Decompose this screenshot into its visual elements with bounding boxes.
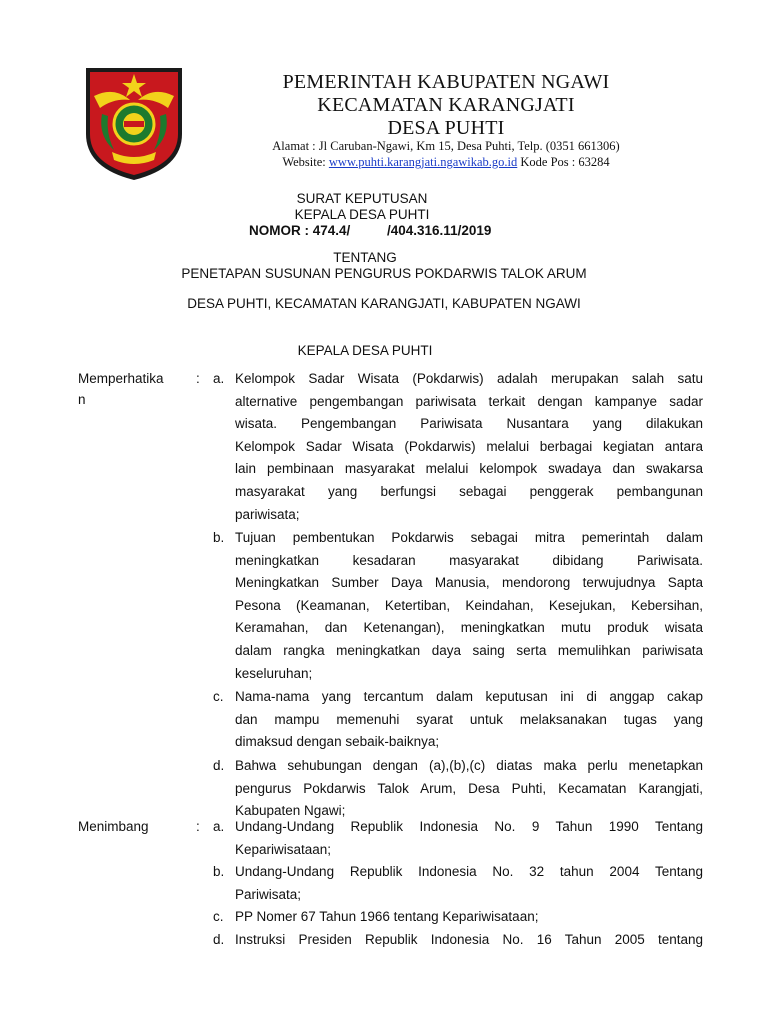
decree-issuer-title: KEPALA DESA PUHTI <box>294 207 430 222</box>
text-line: pariwisata; <box>235 506 300 522</box>
section-label-menimbang: Menimbang <box>78 819 149 834</box>
text-line: Kelompok Sadar Wisata (Pokdarwis) melalui berbagai kegiatan antara <box>235 438 703 454</box>
item-marker: a. <box>213 371 225 386</box>
item-marker: b. <box>213 530 225 545</box>
text-line: dimaksud dengan sebaik-baiknya; <box>235 734 440 750</box>
text-line: Undang-Undang Republik Indonesia No. 32 tahun 2004 Tentang <box>235 864 703 879</box>
text-line: Meningkatkan Sumber Daya Manusia, mendorong terwujudnya Sapta <box>235 575 703 591</box>
text-line: Kepariwisataan; <box>235 841 332 857</box>
memperhatikan-item-d <box>235 755 703 823</box>
section-label-memperhatikan <box>78 371 164 407</box>
text-line: alternative pengembangan pariwisata terkait dengan kampanye sadar <box>235 393 703 409</box>
memperhatikan-item-b <box>235 527 703 685</box>
menimbang-item-a <box>235 816 703 861</box>
item-marker: d. <box>213 932 225 947</box>
label-part1: Memperhatika <box>78 371 164 386</box>
text-line: keseluruhan; <box>235 665 313 681</box>
text-line: Pesona (Keamanan, Ketertiban, Keindahan, Kesejukan, Kebersihan, <box>235 597 703 613</box>
item-marker: b. <box>213 864 225 879</box>
text-line: Nama-nama yang tercantum dalam keputusan ini di anggap cakap <box>235 689 703 704</box>
label-part2: n <box>78 392 86 407</box>
text-line: masyarakat yang berfungsi sebagai penggerak pembangunan <box>235 483 703 499</box>
decree-number-value: /404.316.11/2019 <box>387 223 492 238</box>
header-government-title: PEMERINTAH KABUPATEN NGAWI <box>282 71 610 93</box>
text-line: Instruksi Presiden Republik Indonesia No. 16 Tahun 2005 tentang <box>235 932 703 947</box>
decree-subject-line1: PENETAPAN SUSUNAN PENGURUS POKDARWIS TALOK ARUM <box>181 266 587 281</box>
decree-tentang: TENTANG <box>333 250 397 265</box>
header-contact-line <box>236 154 656 170</box>
menimbang-item-b <box>235 861 703 906</box>
text-line: Undang-Undang Republik Indonesia No. 9 Tahun 1990 Tentang <box>235 819 703 834</box>
item-marker: a. <box>213 819 225 834</box>
memperhatikan-item-c <box>235 686 703 754</box>
decree-number-label: NOMOR : 474.4/ <box>249 223 351 238</box>
item-marker: d. <box>213 758 225 773</box>
text-line: Bahwa sehubungan dengan (a),(b),(c) diatas maka perlu menetapkan <box>235 758 703 773</box>
text-line: dan mampu memenuhi syarat untuk melaksanakan tugas yang <box>235 711 703 727</box>
postal-code: Kode Pos : 63284 <box>520 155 610 169</box>
ngawi-regency-emblem <box>84 64 184 182</box>
text-line: Tujuan pembentukan Pokdarwis sebagai mitra pemerintah dalam <box>235 530 703 545</box>
decree-type: SURAT KEPUTUSAN <box>296 191 428 206</box>
text-line: Kelompok Sadar Wisata (Pokdarwis) adalah merupakan salah satu <box>235 371 703 386</box>
section-colon: : <box>196 819 200 834</box>
text-line: Pariwisata; <box>235 886 302 902</box>
text-line: Keramahan, dan Ketenangan), meningkatkan mutu produk wisata <box>235 620 703 636</box>
header-village-title: DESA PUHTI <box>387 117 505 139</box>
text-line: meningkatkan kesadaran masyarakat dibidang Pariwisata. <box>235 552 703 568</box>
item-marker: c. <box>213 909 224 924</box>
decree-issuer: KEPALA DESA PUHTI <box>297 343 433 358</box>
text-line: lain pembinaan masyarakat melalui kelompok swadaya dan swakarsa <box>235 461 703 477</box>
text-line: dalam rangka meningkatkan daya saing serta memulihkan pariwisata <box>235 642 703 658</box>
text-line: PP Nomer 67 Tahun 1966 tentang Kepariwisataan; <box>235 909 539 924</box>
emblem-center-bar <box>124 121 144 127</box>
text-line: Kabupaten Ngawi; <box>235 803 346 819</box>
website-label: Website: <box>282 155 326 169</box>
item-marker: c. <box>213 689 224 704</box>
text-line: pengurus Pokdarwis Talok Arum, Desa Puhti, Kecamatan Karangjati, <box>235 780 703 796</box>
decree-subject-line2: DESA PUHTI, KECAMATAN KARANGJATI, KABUPATEN NGAWI <box>187 296 581 311</box>
text-line: wisata. Pengembangan Pariwisata Nusantara yang dilakukan <box>235 416 703 432</box>
menimbang-item-d <box>235 929 703 952</box>
header-district-title: KECAMATAN KARANGJATI <box>317 94 575 116</box>
section-colon: : <box>196 371 200 386</box>
memperhatikan-item-a <box>235 368 703 526</box>
menimbang-item-c <box>235 906 703 929</box>
header-address: Alamat : Jl Caruban-Ngawi, Km 15, Desa Puhti, Telp. (0351 661306) <box>272 139 620 153</box>
website-link[interactable]: www.puhti.karangjati.ngawikab.go.id <box>328 155 518 169</box>
